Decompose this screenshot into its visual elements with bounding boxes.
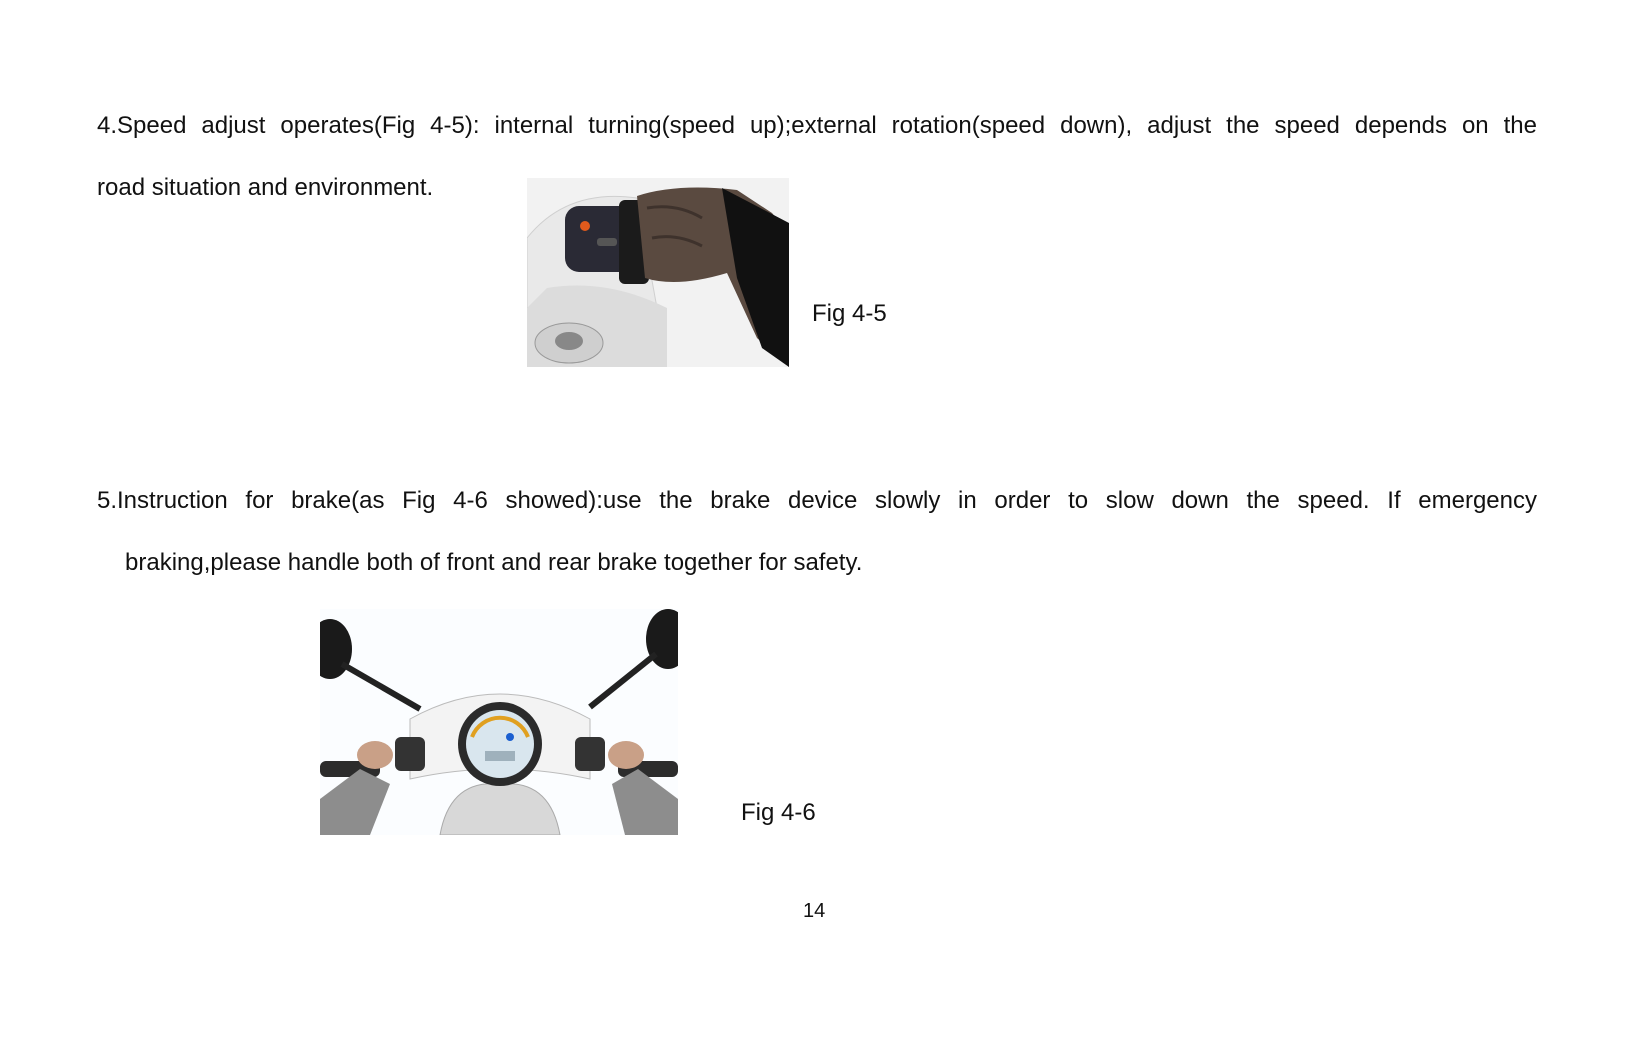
figure-4-5-caption: Fig 4-5	[812, 300, 887, 327]
section5-text-line2: braking,please handle both of front and rear brake together for safety.	[125, 549, 863, 576]
page-number: 14	[803, 900, 826, 922]
section4-text-line1: 4.Speed adjust operates(Fig 4-5): internal turning(speed up);external rotation(speed down), adjust the speed depends on the	[97, 112, 1537, 139]
handlebar-illustration	[320, 609, 678, 835]
figure-4-6-caption: Fig 4-6	[741, 799, 816, 826]
throttle-illustration	[527, 178, 789, 367]
figure-4-5-throttle-photo	[527, 178, 789, 367]
section4-text-line2: road situation and environment.	[97, 174, 434, 201]
figure-4-6-handlebar-photo	[320, 609, 678, 835]
section5-text-line1: 5.Instruction for brake(as Fig 4-6 showed):use the brake device slowly in order to slow down the speed. If emergency	[97, 487, 1537, 514]
